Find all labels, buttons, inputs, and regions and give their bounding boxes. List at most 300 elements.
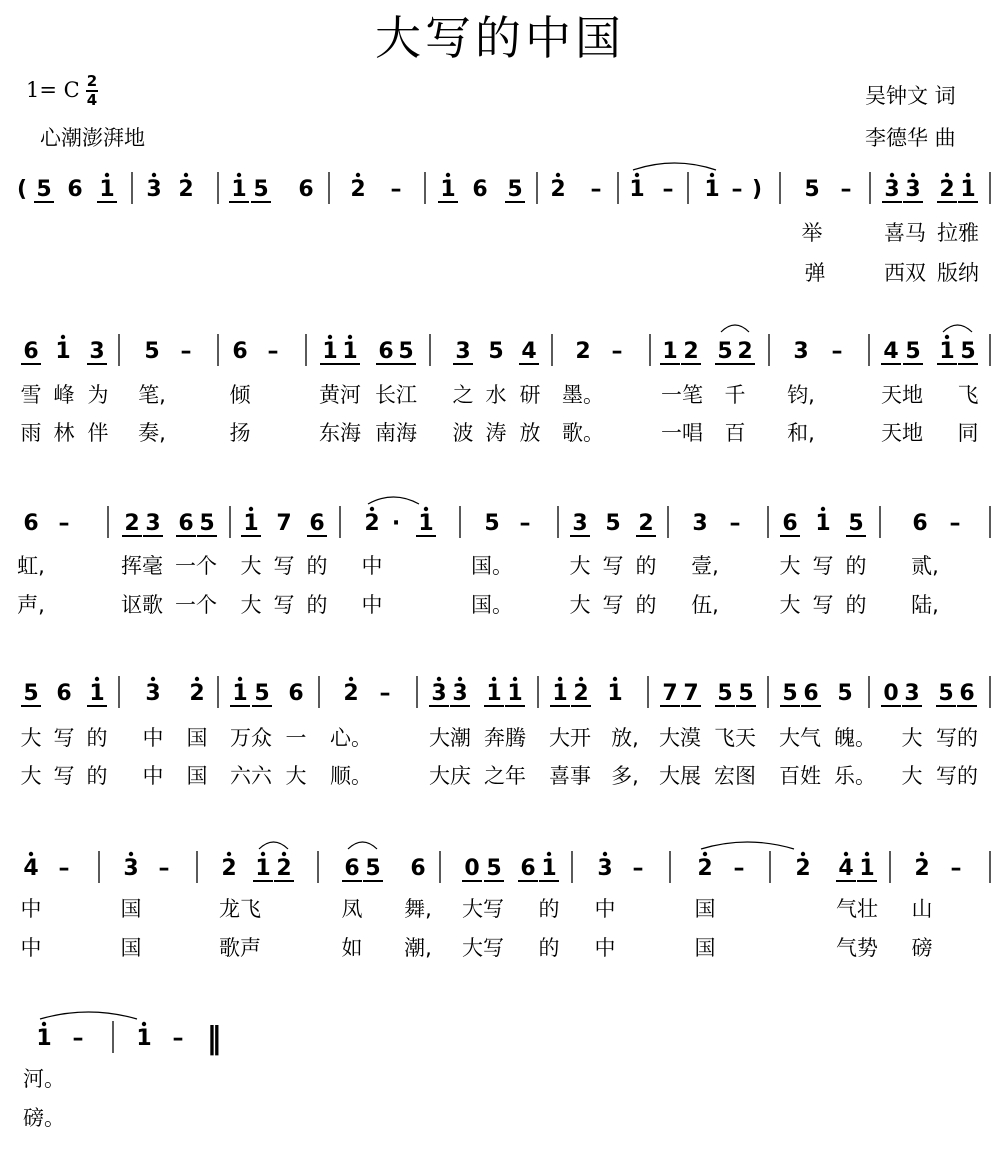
- note: –: [58, 856, 70, 881]
- note: 1: [552, 681, 568, 706]
- lyric: 顺。: [330, 764, 372, 788]
- octave-dot: [945, 173, 949, 177]
- note: –: [267, 339, 279, 364]
- lyric: 水: [485, 383, 507, 407]
- octave-dot: [513, 677, 517, 681]
- note: –: [58, 511, 70, 536]
- note: 3: [597, 856, 613, 881]
- octave-dot: [237, 173, 241, 177]
- lyric: 大: [20, 726, 42, 750]
- octave-dot: [437, 677, 441, 681]
- note: 3: [793, 339, 809, 364]
- note: 5: [738, 681, 754, 706]
- lyric: 的: [538, 936, 560, 960]
- lyric: 中: [594, 897, 616, 921]
- lyric: 写: [602, 554, 624, 578]
- lyric: 大: [569, 593, 591, 617]
- lyric: 魄。: [834, 726, 876, 750]
- lyric: 喜马: [884, 221, 926, 245]
- note: 3: [692, 511, 708, 536]
- lyric: 写的: [936, 726, 978, 750]
- lyric: 国: [120, 897, 142, 921]
- note: 5: [717, 339, 733, 364]
- lyric: 的: [845, 593, 867, 617]
- lyric: 中: [361, 554, 383, 578]
- note: 1: [243, 511, 259, 536]
- octave-dot: [61, 335, 65, 339]
- note: 3: [146, 177, 162, 202]
- lyric: 研: [519, 383, 541, 407]
- lyric: 和,: [787, 421, 815, 445]
- note: 2: [573, 681, 589, 706]
- note: 6: [782, 511, 798, 536]
- lyric: 凤: [341, 897, 363, 921]
- note: 6: [344, 856, 360, 881]
- note: 3: [572, 511, 588, 536]
- note: 2: [914, 856, 930, 881]
- lyric: 舞,: [404, 897, 432, 921]
- octave-dot: [821, 507, 825, 511]
- lyricist-credit: 吴钟文 词: [865, 84, 956, 108]
- lyric: 天地: [881, 421, 923, 445]
- lyric: 一个: [175, 554, 217, 578]
- note: 4: [838, 856, 854, 881]
- lyric: 放,: [611, 726, 639, 750]
- note: 5: [486, 856, 502, 881]
- lyric: 大: [240, 554, 262, 578]
- note: 2: [575, 339, 591, 364]
- lyric: 大写: [462, 936, 504, 960]
- note: 5: [199, 511, 215, 536]
- final-barline: ‖: [206, 1021, 222, 1056]
- note: –: [949, 511, 961, 536]
- note: 3: [452, 681, 468, 706]
- octave-dot: [249, 507, 253, 511]
- note: 4: [23, 856, 39, 881]
- note: 2: [221, 856, 237, 881]
- lyric: 大: [779, 593, 801, 617]
- lyric: 飞天: [714, 726, 756, 750]
- note: –: [379, 681, 391, 706]
- lyric: 壹,: [691, 554, 719, 578]
- note: 6: [56, 681, 72, 706]
- lyric: 倾: [229, 383, 251, 407]
- lyric: 举: [801, 221, 823, 245]
- lyric: 写: [273, 554, 295, 578]
- octave-dot: [328, 335, 332, 339]
- lyric: 讴歌: [121, 593, 163, 617]
- note: 6: [472, 177, 488, 202]
- note: 0: [883, 681, 899, 706]
- octave-dot: [635, 173, 639, 177]
- octave-dot: [558, 677, 562, 681]
- lyric: 奔腾: [484, 726, 526, 750]
- note: –: [662, 177, 674, 202]
- octave-dot: [966, 173, 970, 177]
- lyric: 国。: [471, 593, 513, 617]
- note: 5: [938, 681, 954, 706]
- octave-dot: [920, 852, 924, 856]
- lyric: 磅。: [23, 1106, 65, 1130]
- octave-dot: [227, 852, 231, 856]
- note: 5: [488, 339, 504, 364]
- octave-dot: [349, 677, 353, 681]
- note: 5: [905, 339, 921, 364]
- lyric: 写: [273, 593, 295, 617]
- note: 7: [662, 681, 678, 706]
- note: ·: [391, 511, 401, 536]
- time-signature-bottom: 4: [86, 91, 98, 109]
- octave-dot: [613, 677, 617, 681]
- note: –: [611, 339, 623, 364]
- lyric: 涛: [485, 421, 507, 445]
- octave-dot: [42, 1022, 46, 1026]
- lyric: 如: [341, 936, 363, 960]
- lyric: 大气: [779, 726, 821, 750]
- lyric: 的: [86, 726, 108, 750]
- note: –: [590, 177, 602, 202]
- lyric: 龙飞: [219, 897, 261, 921]
- note: 5: [804, 177, 820, 202]
- note: –: [831, 339, 843, 364]
- lyric: 虹,: [17, 554, 45, 578]
- lyric: 写: [53, 726, 75, 750]
- lyric: 林: [53, 421, 75, 445]
- note: ): [751, 177, 763, 202]
- lyric: 千: [724, 383, 746, 407]
- tie-arc: [368, 497, 419, 504]
- note: 0: [464, 856, 480, 881]
- lyric: 雪: [20, 383, 42, 407]
- lyric: 中: [142, 726, 164, 750]
- lyric: 飞: [957, 383, 979, 407]
- octave-dot: [238, 677, 242, 681]
- note: 1: [607, 681, 623, 706]
- octave-dot: [865, 852, 869, 856]
- lyric: 东海: [319, 421, 361, 445]
- note: 3: [89, 339, 105, 364]
- lyric: 拉雅: [937, 221, 979, 245]
- note: 6: [912, 511, 928, 536]
- octave-dot: [710, 173, 714, 177]
- tie-arc: [721, 325, 749, 332]
- lyric: 国。: [471, 554, 513, 578]
- lyric: 笔,: [138, 383, 166, 407]
- lyric: 大: [569, 554, 591, 578]
- note: 1: [99, 177, 115, 202]
- note: –: [729, 511, 741, 536]
- note: 5: [837, 681, 853, 706]
- lyric: 六六: [230, 764, 272, 788]
- note: 5: [848, 511, 864, 536]
- octave-dot: [492, 677, 496, 681]
- note: 2: [737, 339, 753, 364]
- tie-arc: [943, 325, 972, 332]
- octave-dot: [151, 677, 155, 681]
- note: 3: [905, 177, 921, 202]
- note: 2: [550, 177, 566, 202]
- octave-dot: [142, 1022, 146, 1026]
- note: –: [632, 856, 644, 881]
- note: 6: [298, 177, 314, 202]
- octave-dot: [844, 852, 848, 856]
- tie-arc: [633, 163, 716, 170]
- note: 1: [629, 177, 645, 202]
- octave-dot: [945, 335, 949, 339]
- lyric: 为: [87, 383, 109, 407]
- note: 4: [521, 339, 537, 364]
- lyric: 天地: [881, 383, 923, 407]
- note: 6: [67, 177, 83, 202]
- note: 5: [507, 177, 523, 202]
- note: –: [172, 1026, 184, 1051]
- lyric: 黄河: [319, 383, 361, 407]
- lyric: 峰: [53, 383, 75, 407]
- note: 1: [815, 511, 831, 536]
- octave-dot: [890, 173, 894, 177]
- note: 1: [231, 177, 247, 202]
- lyric: 弹: [804, 261, 826, 285]
- octave-dot: [801, 852, 805, 856]
- lyric: 放: [519, 421, 541, 445]
- note: 3: [145, 511, 161, 536]
- lyric: 多,: [611, 764, 639, 788]
- lyric: 国: [694, 936, 716, 960]
- lyric: 扬: [229, 421, 251, 445]
- lyric: 写: [812, 554, 834, 578]
- note: 1: [342, 339, 358, 364]
- lyric: 的: [306, 593, 328, 617]
- lyric: 乐。: [834, 764, 876, 788]
- lyric: 版纳: [937, 261, 979, 285]
- note: 1: [440, 177, 456, 202]
- lyric: 一个: [175, 593, 217, 617]
- lyric: 大: [20, 764, 42, 788]
- lyric: 河。: [23, 1067, 65, 1091]
- lyric: 写: [812, 593, 834, 617]
- note: 5: [960, 339, 976, 364]
- lyric: 大漠: [659, 726, 701, 750]
- note: 1: [232, 681, 248, 706]
- lyric: 中: [142, 764, 164, 788]
- note: 1: [704, 177, 720, 202]
- note: –: [840, 177, 852, 202]
- note: 5: [605, 511, 621, 536]
- octave-dot: [348, 335, 352, 339]
- lyric: 之年: [484, 764, 526, 788]
- lyric: 波: [452, 421, 474, 445]
- note: 3: [455, 339, 471, 364]
- note: –: [72, 1026, 84, 1051]
- note: 6: [23, 511, 39, 536]
- note: 1: [939, 339, 955, 364]
- lyric: 歌。: [562, 421, 604, 445]
- lyric: 的: [635, 593, 657, 617]
- note: 5: [36, 177, 52, 202]
- tie-arc: [40, 1012, 137, 1019]
- lyric: 大: [285, 764, 307, 788]
- lyric: 百姓: [779, 764, 821, 788]
- note: 1: [541, 856, 557, 881]
- note: 6: [520, 856, 536, 881]
- note: 6: [23, 339, 39, 364]
- note: 1: [960, 177, 976, 202]
- lyric: 中: [594, 936, 616, 960]
- note: 1: [136, 1026, 152, 1051]
- note: 2: [276, 856, 292, 881]
- note: 2: [638, 511, 654, 536]
- lyric: 钧,: [787, 383, 815, 407]
- octave-dot: [356, 173, 360, 177]
- lyric: 国: [120, 936, 142, 960]
- tie-arc: [348, 842, 377, 849]
- note: 6: [309, 511, 325, 536]
- note: 3: [145, 681, 161, 706]
- note: 5: [23, 681, 39, 706]
- note: –: [180, 339, 192, 364]
- octave-dot: [703, 852, 707, 856]
- note: 3: [904, 681, 920, 706]
- octave-dot: [95, 677, 99, 681]
- lyric: 大潮: [429, 726, 471, 750]
- octave-dot: [458, 677, 462, 681]
- lyric: 大: [901, 726, 923, 750]
- lyric: 一唱: [661, 421, 703, 445]
- lyric: 奏,: [138, 421, 166, 445]
- lyric: 的: [635, 554, 657, 578]
- note: 5: [717, 681, 733, 706]
- lyric: 万众: [230, 726, 272, 750]
- lyric: 中: [361, 593, 383, 617]
- lyric: 写: [53, 764, 75, 788]
- time-signature-top: 2: [86, 72, 98, 90]
- note: 5: [253, 177, 269, 202]
- octave-dot: [911, 173, 915, 177]
- note: 1: [36, 1026, 52, 1051]
- octave-dot: [603, 852, 607, 856]
- note: 2: [683, 339, 699, 364]
- note: 1: [662, 339, 678, 364]
- lyric: 伴: [87, 421, 109, 445]
- note: 1: [55, 339, 71, 364]
- octave-dot: [152, 173, 156, 177]
- octave-dot: [195, 677, 199, 681]
- note: 4: [883, 339, 899, 364]
- lyric: 百: [724, 421, 746, 445]
- note: 5: [782, 681, 798, 706]
- octave-dot: [129, 852, 133, 856]
- note: 2: [124, 511, 140, 536]
- note: 2: [343, 681, 359, 706]
- lyric: 大: [240, 593, 262, 617]
- lyric: 写的: [936, 764, 978, 788]
- note: 5: [365, 856, 381, 881]
- key-signature: 1= C: [26, 78, 80, 102]
- lyric: 大开: [549, 726, 591, 750]
- lyric: 国: [186, 726, 208, 750]
- note: 7: [276, 511, 292, 536]
- lyric: 贰,: [911, 554, 939, 578]
- note: 3: [884, 177, 900, 202]
- lyric: 的: [86, 764, 108, 788]
- lyric: 墨。: [562, 383, 604, 407]
- note: 3: [431, 681, 447, 706]
- note: –: [519, 511, 531, 536]
- lyric: 同: [957, 421, 979, 445]
- lyric: 一: [285, 726, 307, 750]
- lyric: 大庆: [429, 764, 471, 788]
- octave-dot: [547, 852, 551, 856]
- lyric: 大: [901, 764, 923, 788]
- note: –: [731, 177, 743, 202]
- note: –: [158, 856, 170, 881]
- lyric: 的: [538, 897, 560, 921]
- note: 2: [364, 511, 380, 536]
- note: 1: [486, 681, 502, 706]
- note: 1: [322, 339, 338, 364]
- lyric: 山: [911, 897, 933, 921]
- lyric: 挥毫: [121, 554, 163, 578]
- lyric: 中: [20, 897, 42, 921]
- note: 6: [232, 339, 248, 364]
- note: 3: [123, 856, 139, 881]
- lyric: 宏图: [714, 764, 756, 788]
- song-title: 大写的中国: [375, 11, 625, 65]
- lyric: 写: [602, 593, 624, 617]
- composer-credit: 李德华 曲: [865, 126, 956, 150]
- note: 1: [89, 681, 105, 706]
- note: 1: [859, 856, 875, 881]
- lyric: 气壮: [836, 897, 878, 921]
- note: 6: [178, 511, 194, 536]
- lyric: 国: [694, 897, 716, 921]
- lyric: 中: [20, 936, 42, 960]
- lyric: 歌声: [219, 936, 261, 960]
- octave-dot: [370, 507, 374, 511]
- note: 5: [484, 511, 500, 536]
- lyric: 南海: [375, 421, 417, 445]
- tempo-marking: 心潮澎湃地: [40, 126, 145, 150]
- octave-dot: [105, 173, 109, 177]
- note: 2: [795, 856, 811, 881]
- lyric: 大展: [659, 764, 701, 788]
- octave-dot: [579, 677, 583, 681]
- lyric: 的: [306, 554, 328, 578]
- octave-dot: [29, 852, 33, 856]
- lyric: 长江: [375, 383, 417, 407]
- octave-dot: [282, 852, 286, 856]
- note: 2: [178, 177, 194, 202]
- note: 2: [939, 177, 955, 202]
- lyric: 之: [452, 383, 474, 407]
- lyric: 伍,: [691, 593, 719, 617]
- lyric: 喜事: [549, 764, 591, 788]
- note: 5: [144, 339, 160, 364]
- note: 7: [683, 681, 699, 706]
- octave-dot: [446, 173, 450, 177]
- lyric: 西双: [884, 261, 926, 285]
- lyric: 气势: [836, 936, 878, 960]
- note: 1: [507, 681, 523, 706]
- lyric: 的: [845, 554, 867, 578]
- note: 6: [803, 681, 819, 706]
- note: –: [950, 856, 962, 881]
- note: 6: [959, 681, 975, 706]
- note: 5: [254, 681, 270, 706]
- note: 2: [697, 856, 713, 881]
- note: 5: [398, 339, 414, 364]
- note: 6: [410, 856, 426, 881]
